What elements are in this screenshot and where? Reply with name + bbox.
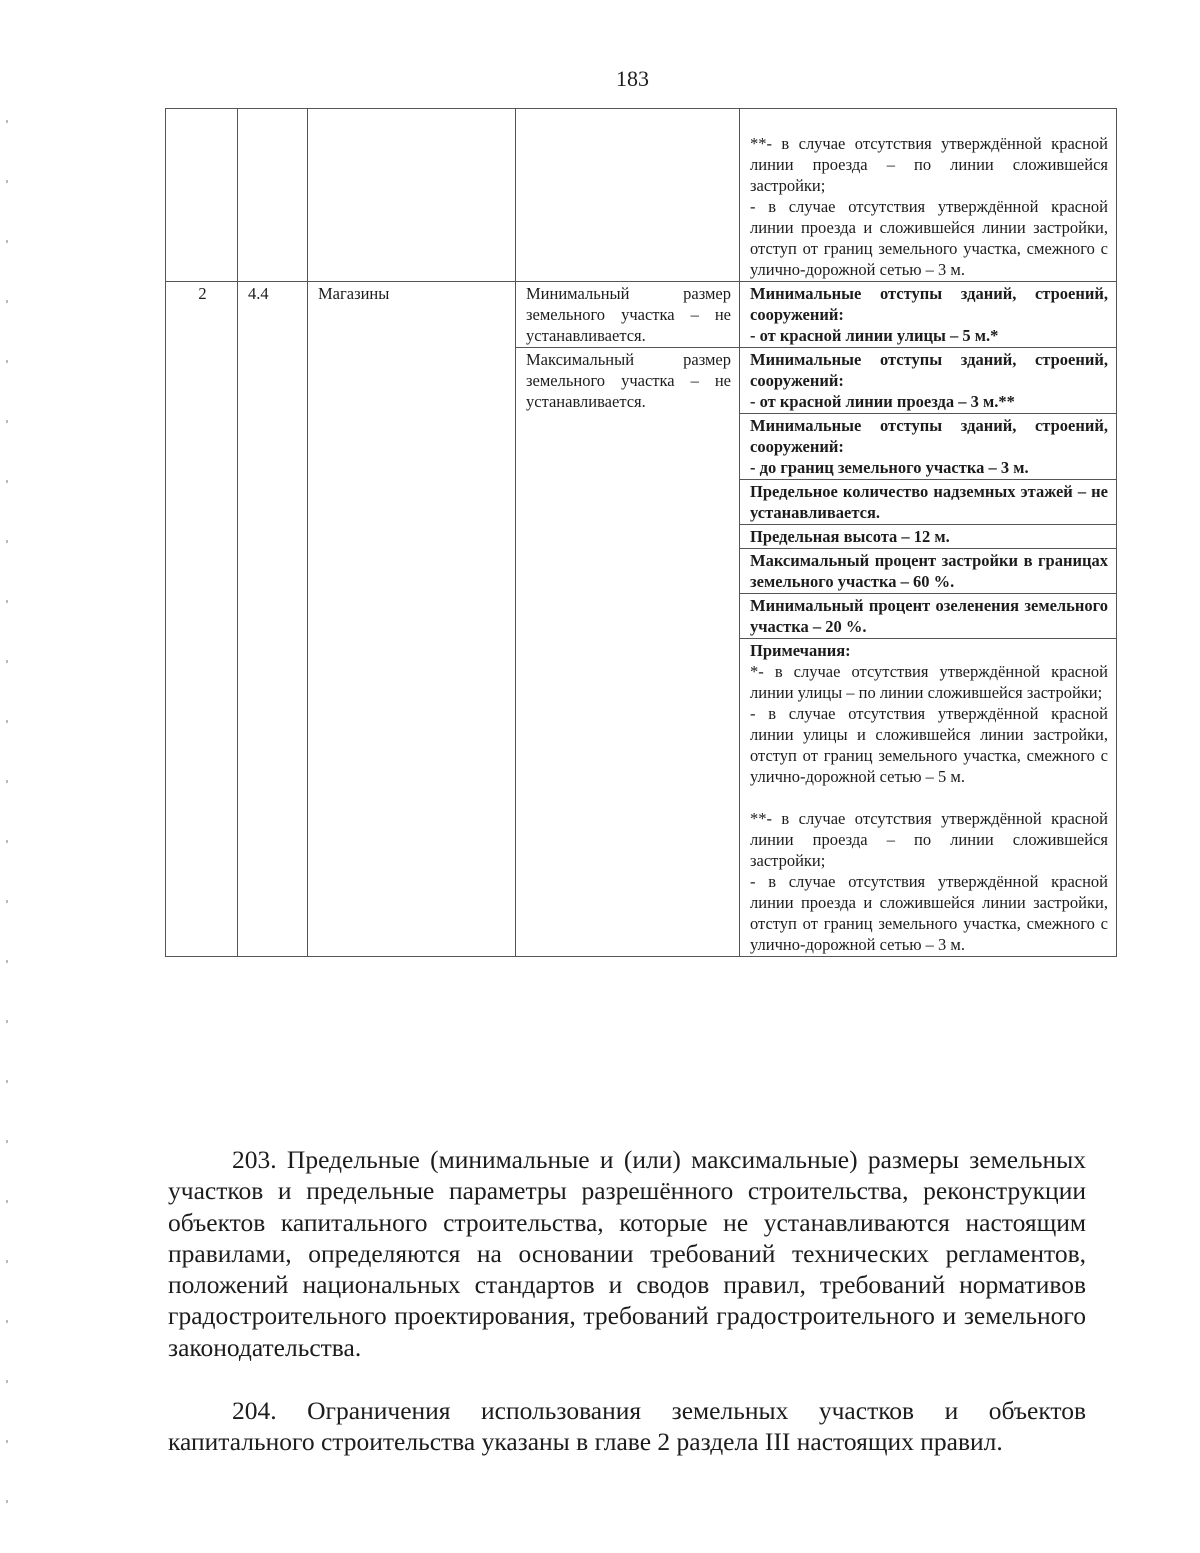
param-text: - от красной линии проезда – 3 м.** — [750, 392, 1015, 411]
param-cell — [740, 414, 1117, 480]
row-number: 2 — [166, 282, 238, 957]
cell-size — [516, 109, 740, 282]
paragraph-204: 204. Ограничения использования земельных участков и объектов капитального строительства указаны в главе 2 раздела III настоящих правил. — [168, 1396, 1086, 1457]
note-line: - в случае отсутствия утверждённой красной линии улицы и сложившейся линии застройки, отступ от границ земельного участка, смежного с улично-дорожной сетью – 5 м. — [750, 704, 1108, 786]
param-cell: Предельная высота – 12 м. — [740, 525, 1117, 549]
param-text: - до границ земельного участка – 3 м. — [750, 458, 1029, 477]
cell-name — [308, 109, 516, 282]
param-title: Минимальные отступы зданий, строений, сооружений: — [750, 350, 1108, 390]
note-line: **- в случае отсутствия утверждённой красной линии проезда – по линии сложившейся застройки; — [750, 134, 1108, 195]
regulations-table — [165, 108, 1117, 957]
param-cell: Предельное количество надземных этажей – не устанавливается. — [740, 480, 1117, 525]
param-cell: Минимальный процент озеленения земельного участка – 20 %. — [740, 594, 1117, 639]
min-land-size: Минимальный размер земельного участка – не устанавливается. — [516, 282, 740, 348]
page-number: 183 — [616, 66, 649, 91]
paragraph-203: 203. Предельные (минимальные и (или) максимальные) размеры земельных участков и предельные параметры разрешённого строительства, реконструкции объектов капитального строительства, которые не устанавливаются настоящим правилами, определяются на основании требований технических регламентов, положений национальных стандартов и сводов правил, требований нормативов градостроительного проектирования, требований градостроительного и земельного законодательства. — [168, 1145, 1086, 1362]
cell-num — [166, 109, 238, 282]
note-line: **- в случае отсутствия утверждённой красной линии проезда – по линии сложившейся застройки; — [750, 809, 1108, 870]
note-line: *- в случае отсутствия утверждённой красной линии улицы – по линии сложившейся застройки; — [750, 662, 1108, 702]
cell-notes — [740, 109, 1117, 282]
note-line: - в случае отсутствия утверждённой красной линии проезда и сложившейся линии застройки, отступ от границ земельного участка, смежного с улично-дорожной сетью – 3 м. — [750, 197, 1108, 279]
param-cell — [740, 282, 1117, 348]
param-title: Минимальные отступы зданий, строений, сооружений: — [750, 416, 1108, 456]
row-code: 4.4 — [238, 282, 308, 957]
param-title: Минимальные отступы зданий, строений, сооружений: — [750, 284, 1108, 324]
spacer — [750, 787, 1108, 808]
param-cell: Максимальный процент застройки в границах земельного участка – 60 %. — [740, 549, 1117, 594]
cell-code — [238, 109, 308, 282]
scan-edge-marks — [6, 120, 8, 1520]
notes-cell — [740, 639, 1117, 957]
table-row — [166, 109, 1117, 282]
row-name: Магазины — [308, 282, 516, 957]
note-line: - в случае отсутствия утверждённой красной линии проезда и сложившейся линии застройки, отступ от границ земельного участка, смежного с улично-дорожной сетью – 3 м. — [750, 872, 1108, 954]
param-text: - от красной линии улицы – 5 м.* — [750, 326, 999, 345]
max-land-size: Максимальный размер земельного участка – не устанавливается. — [516, 348, 740, 957]
notes-title: Примечания: — [750, 641, 851, 660]
table-row — [166, 282, 1117, 348]
param-cell — [740, 348, 1117, 414]
